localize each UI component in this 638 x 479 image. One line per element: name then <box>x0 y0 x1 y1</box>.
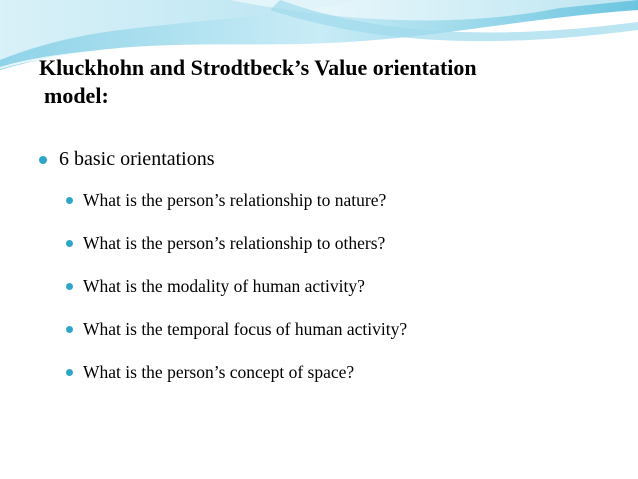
sub-bullet <box>66 319 407 340</box>
main-bullet-text: 6 basic orientations <box>59 148 215 170</box>
bullet-dot-icon <box>66 326 73 333</box>
sub-bullet <box>66 190 386 211</box>
sub-bullet-text: What is the person’s concept of space? <box>83 362 355 382</box>
sub-bullet-text: What is the modality of human activity? <box>83 276 365 296</box>
main-bullet <box>39 148 215 171</box>
sub-bullet <box>66 276 365 297</box>
slide-title-line2: model: <box>44 83 109 108</box>
sub-bullet-text: What is the person’s relationship to others? <box>83 233 386 253</box>
sub-bullet <box>66 362 354 383</box>
bullet-dot-icon <box>66 283 73 290</box>
bullet-dot-icon <box>66 197 73 204</box>
sub-bullet <box>66 233 385 254</box>
sub-bullet-text: What is the temporal focus of human activity? <box>83 319 408 339</box>
bullet-dot-icon <box>66 369 73 376</box>
slide-title-line1: Kluckhohn and Strodtbeck’s Value orientation <box>39 55 477 80</box>
bullet-dot-icon <box>66 240 73 247</box>
sub-bullet-text: What is the person’s relationship to nature? <box>83 190 387 210</box>
bullet-dot-icon <box>39 156 47 164</box>
